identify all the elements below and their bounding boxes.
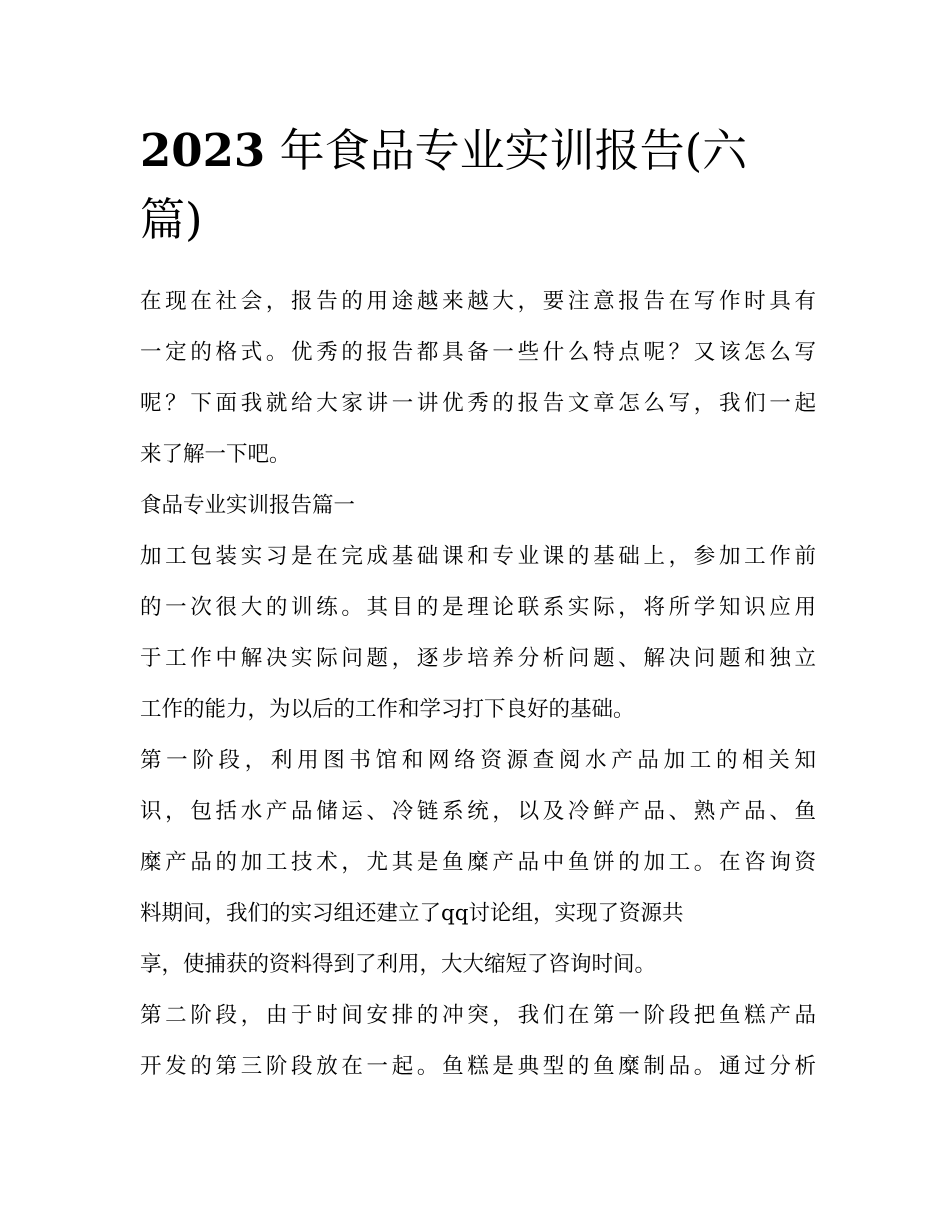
body-paragraph <box>140 990 816 1092</box>
text-line: 识，包括水产品储运、冷链系统，以及冷鲜产品、熟产品、鱼 <box>140 799 816 824</box>
body-paragraph <box>140 735 816 990</box>
text-line: 于工作中解决实际问题，逐步培养分析问题、解决问题和独立 <box>140 646 816 671</box>
title-year: 2023 <box>140 124 266 177</box>
text-line: 享，使捕获的资料得到了利用，大大缩短了咨询时间。 <box>140 952 657 977</box>
text-line: 糜产品的加工技术，尤其是鱼糜产品中鱼饼的加工。在咨询资 <box>140 850 816 875</box>
title-text-part2: 篇) <box>140 193 203 246</box>
text-line: 加工包装实习是在完成基础课和专业课的基础上，参加工作前 <box>140 544 816 569</box>
document-title <box>140 116 820 254</box>
body-paragraph <box>140 531 816 735</box>
text-line: 呢？下面我就给大家讲一讲优秀的报告文章怎么写，我们一起 <box>140 391 816 416</box>
text-line: 食品专业实训报告篇一 <box>140 493 356 518</box>
text-line: 开发的第三阶段放在一起。鱼糕是典型的鱼糜制品。通过分析 <box>140 1054 816 1079</box>
title-text-part1: 年食品专业实训报告(六 <box>279 124 748 177</box>
text-line: 的一次很大的训练。其目的是理论联系实际，将所学知识应用 <box>140 595 816 620</box>
text-line: 第二阶段，由于时间安排的冲突，我们在第一阶段把鱼糕产品 <box>140 1003 816 1028</box>
text-line: 料期间，我们的实习组还建立了qq讨论组，实现了资源共 <box>140 901 684 926</box>
text-line: 第一阶段，利用图书馆和网络资源查阅水产品加工的相关知 <box>140 748 816 773</box>
text-line: 一定的格式。优秀的报告都具备一些什么特点呢？又该怎么写 <box>140 340 816 365</box>
text-line: 在现在社会，报告的用途越来越大，要注意报告在写作时具有 <box>140 289 816 314</box>
text-line: 工作的能力，为以后的工作和学习打下良好的基础。 <box>140 697 635 722</box>
text-line: 来了解一下吧。 <box>140 442 291 467</box>
intro-paragraph <box>140 276 816 480</box>
section-heading <box>140 480 816 531</box>
document-body <box>140 276 816 1092</box>
